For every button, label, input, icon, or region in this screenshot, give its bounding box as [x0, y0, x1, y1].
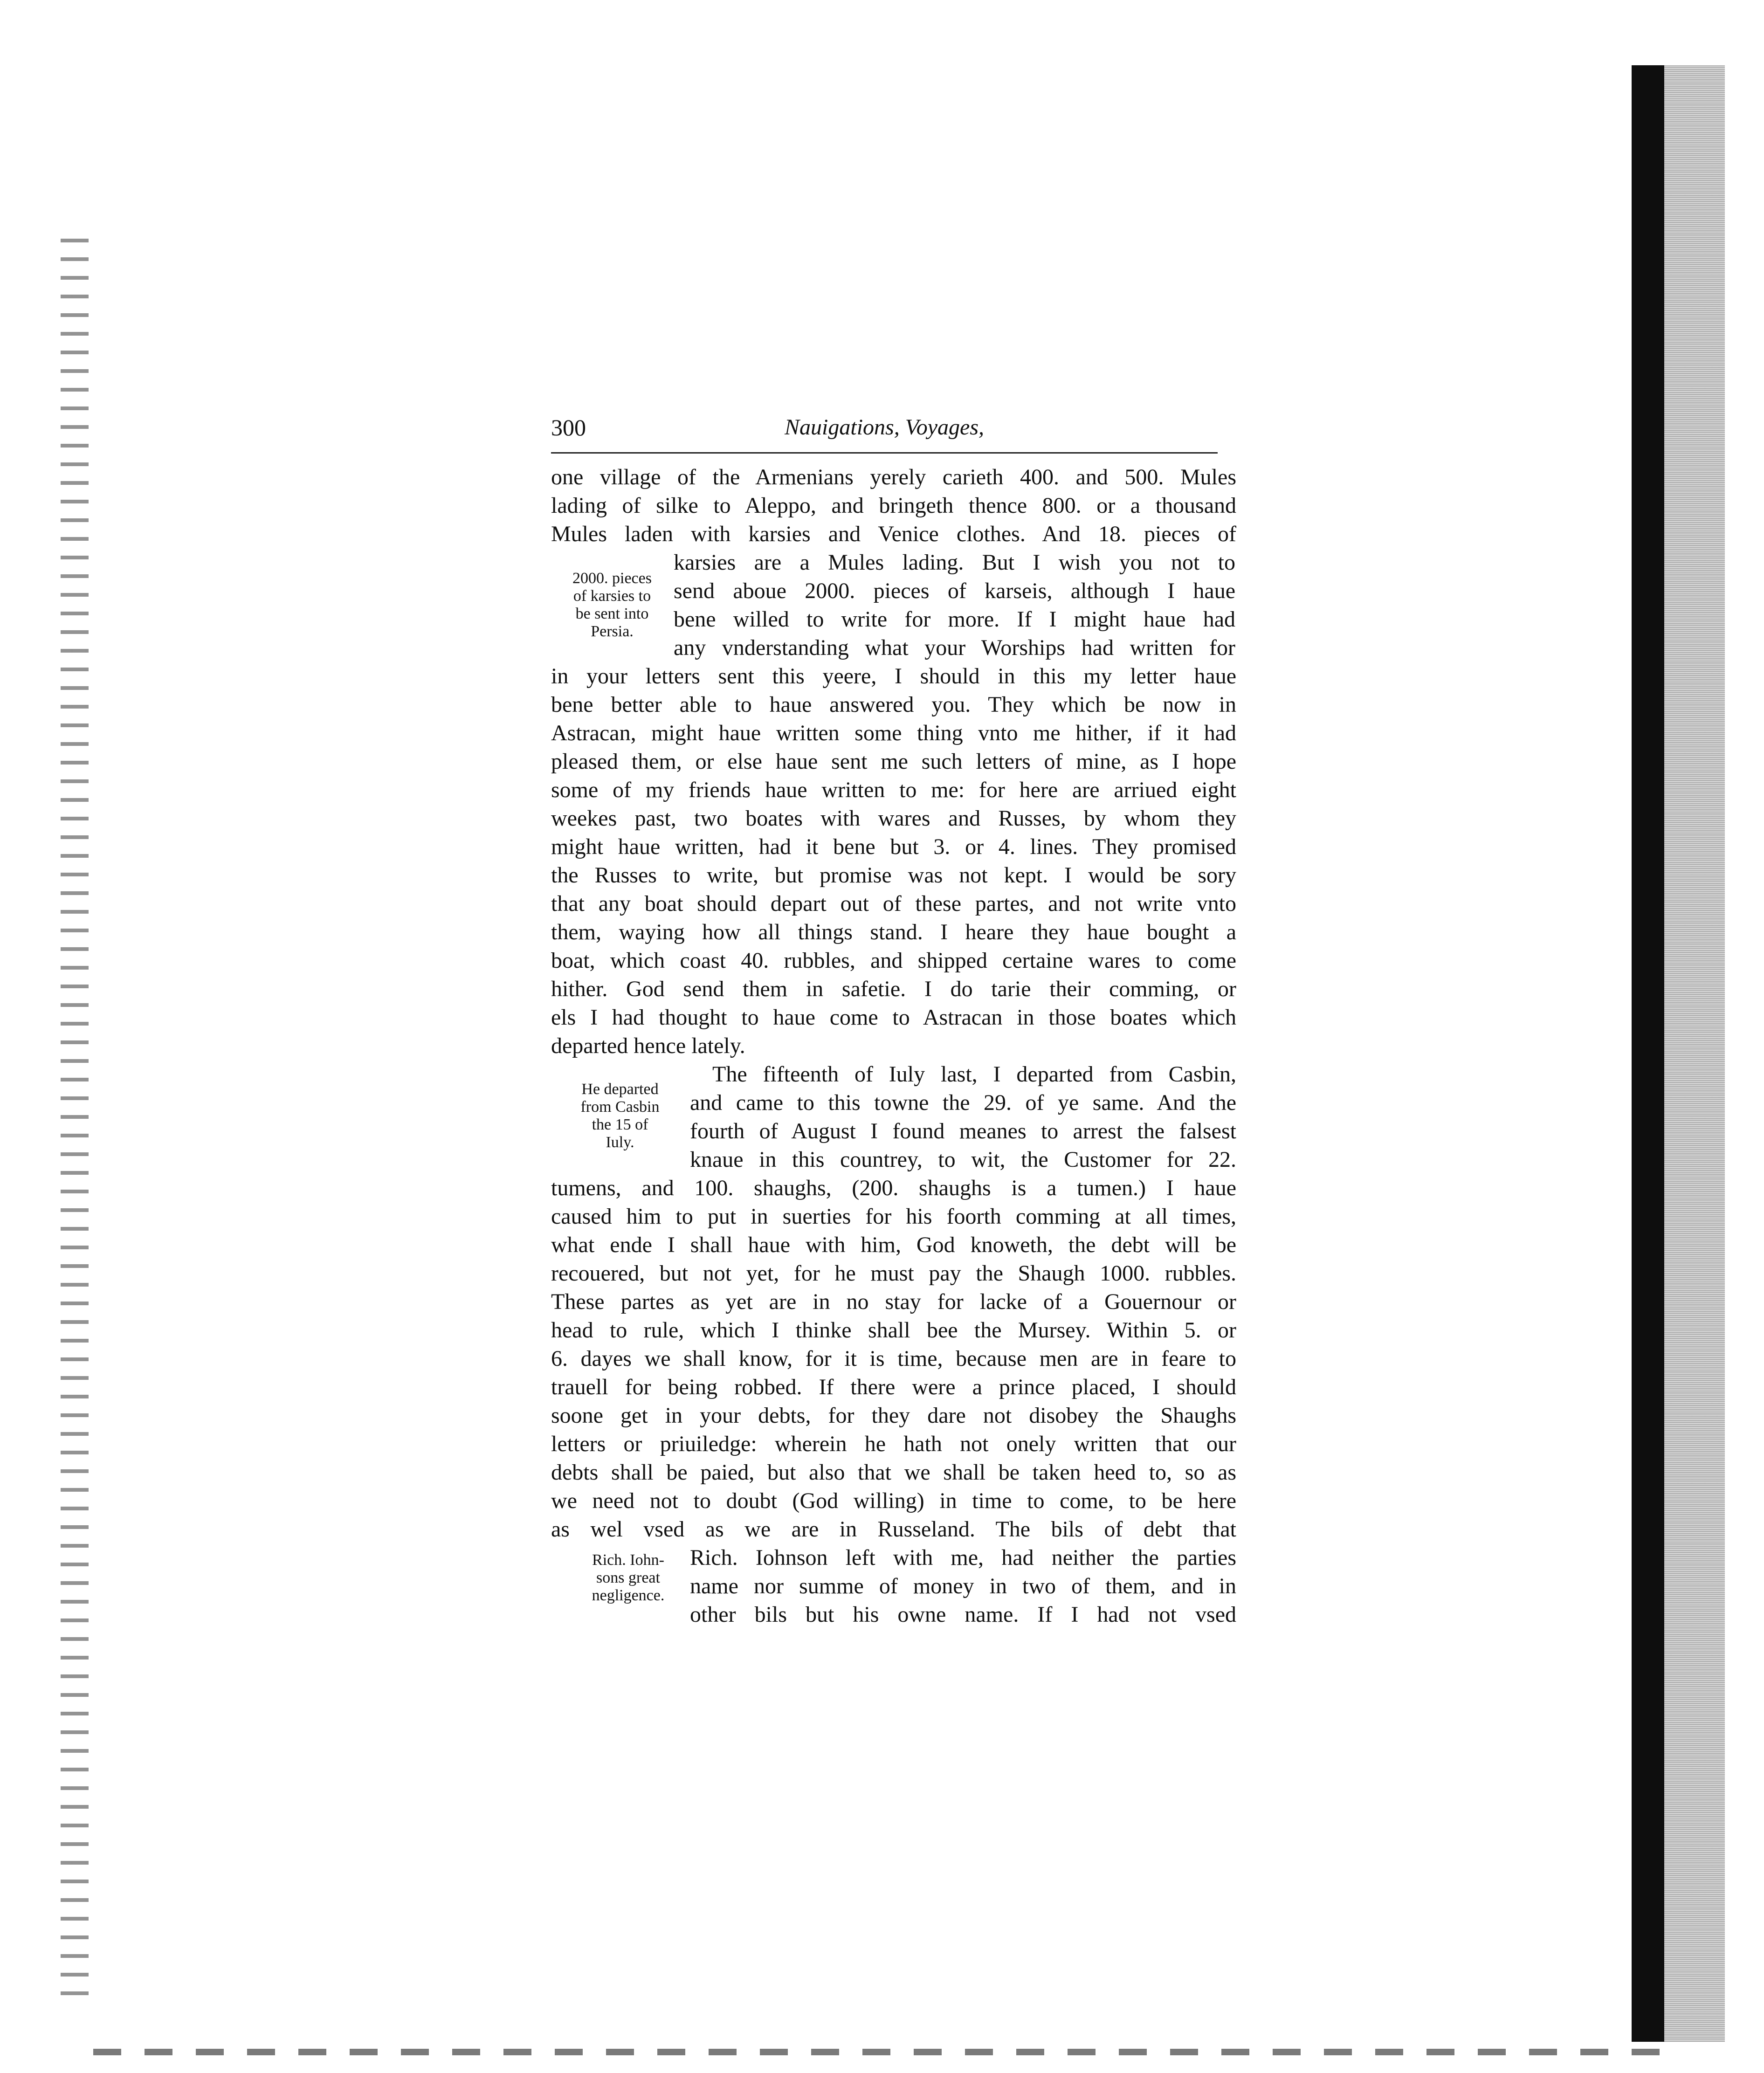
- text-line: debts shall be paied, but also that we shall be taken heed to, so as: [551, 1460, 1236, 1485]
- text-line: send aboue 2000. pieces of karseis, although I haue: [674, 579, 1235, 603]
- text-line: 6. dayes we shall know, for it is time, because men are in feare to: [551, 1346, 1236, 1371]
- text-line: we need not to doubt (God willing) in time to come, to be here: [551, 1488, 1236, 1513]
- text-line: what ende I shall haue with him, God knoweth, the debt will be: [551, 1233, 1236, 1257]
- margin-note-line: Rich. Iohn-: [592, 1551, 664, 1569]
- running-head: [551, 411, 1218, 444]
- margin-note-line: be sent into: [575, 605, 649, 622]
- text-line: fourth of August I found meanes to arrest the falsest: [690, 1119, 1236, 1143]
- scan-edge-shadow: [1632, 65, 1664, 2042]
- margin-note-line: sons great: [596, 1569, 660, 1586]
- margin-note-line: Iuly.: [606, 1134, 634, 1151]
- text-line: recouered, but not yet, for he must pay the Shaugh 1000. rubbles.: [551, 1261, 1236, 1286]
- text-line: name nor summe of money in two of them, and in: [690, 1574, 1236, 1598]
- scan-edge-grain: [1664, 65, 1725, 2042]
- text-line: tumens, and 100. shaughs, (200. shaughs is a tumen.) I haue: [551, 1176, 1236, 1200]
- text-line: boat, which coast 40. rubbles, and shipped certaine wares to come: [551, 948, 1236, 973]
- margin-note: [555, 1081, 685, 1151]
- scan-left-margin-noise: [61, 224, 89, 1995]
- text-line: The fifteenth of Iuly last, I departed from Casbin,: [712, 1062, 1236, 1087]
- text-line: trauell for being robbed. If there were a prince placed, I should: [551, 1375, 1236, 1399]
- text-line: Rich. Iohnson left with me, had neither the parties: [690, 1545, 1236, 1570]
- text-line: departed hence lately.: [551, 1033, 745, 1058]
- text-line: in your letters sent this yeere, I should in this my letter haue: [551, 664, 1236, 689]
- header-rule: [551, 452, 1218, 454]
- text-line: and came to this towne the 29. of ye same. And the: [690, 1090, 1236, 1115]
- margin-note: [554, 570, 670, 640]
- text-line: els I had thought to haue come to Astracan in those boates which: [551, 1005, 1236, 1030]
- text-line: bene willed to write for more. If I might haue had: [674, 607, 1235, 632]
- margin-note-line: from Casbin: [580, 1098, 660, 1116]
- text-line: weekes past, two boates with wares and Russes, by whom they: [551, 806, 1236, 831]
- text-line: soone get in your debts, for they dare not disobey the Shaughs: [551, 1403, 1236, 1428]
- text-line: pleased them, or else haue sent me such letters of mine, as I hope: [551, 749, 1236, 774]
- text-line: them, waying how all things stand. I heare they haue bought a: [551, 920, 1236, 944]
- page-number: 300: [551, 414, 586, 441]
- text-line: lading of silke to Aleppo, and bringeth thence 800. or a thousand: [551, 493, 1236, 518]
- text-line: hither. God send them in safetie. I do tarie their comming, or: [551, 977, 1236, 1001]
- text-line: karsies are a Mules lading. But I wish you not to: [674, 550, 1235, 575]
- scan-bottom-noise: [93, 2049, 1678, 2055]
- margin-note-line: He departed: [581, 1081, 659, 1098]
- text-line: Astracan, might haue written some thing vnto me hither, if it had: [551, 721, 1236, 745]
- text-line: caused him to put in suerties for his foorth comming at all times,: [551, 1204, 1236, 1229]
- text-line: some of my friends haue written to me: for here are arriued eight: [551, 778, 1236, 802]
- running-title: Nauigations, Voyages,: [785, 415, 984, 440]
- text-line: bene better able to haue answered you. They which be now in: [551, 692, 1236, 717]
- text-line: head to rule, which I thinke shall bee the Mursey. Within 5. or: [551, 1318, 1236, 1343]
- margin-note-line: 2000. pieces: [572, 570, 652, 587]
- text-line: other bils but his owne name. If I had not vsed: [690, 1602, 1236, 1627]
- text-line: that any boat should depart out of these partes, and not write vnto: [551, 891, 1236, 916]
- text-line: the Russes to write, but promise was not kept. I would be sory: [551, 863, 1236, 888]
- text-line: any vnderstanding what your Worships had written for: [674, 635, 1235, 660]
- text-line: letters or priuiledge: wherein he hath not onely written that our: [551, 1432, 1236, 1456]
- text-line: knaue in this countrey, to wit, the Customer for 22.: [690, 1147, 1236, 1172]
- text-line: Mules laden with karsies and Venice clothes. And 18. pieces of: [551, 522, 1236, 546]
- margin-note: [571, 1551, 685, 1605]
- text-line: might haue written, had it bene but 3. or 4. lines. They promised: [551, 834, 1236, 859]
- text-line: one village of the Armenians yerely carieth 400. and 500. Mules: [551, 465, 1236, 489]
- margin-note-line: negligence.: [592, 1587, 665, 1604]
- margin-note-line: the 15 of: [592, 1116, 648, 1133]
- text-line: These partes as yet are in no stay for lacke of a Gouernour or: [551, 1289, 1236, 1314]
- margin-note-line: of karsies to: [573, 587, 651, 605]
- margin-note-line: Persia.: [591, 623, 634, 640]
- text-line: as wel vsed as we are in Russeland. The bils of debt that: [551, 1517, 1236, 1542]
